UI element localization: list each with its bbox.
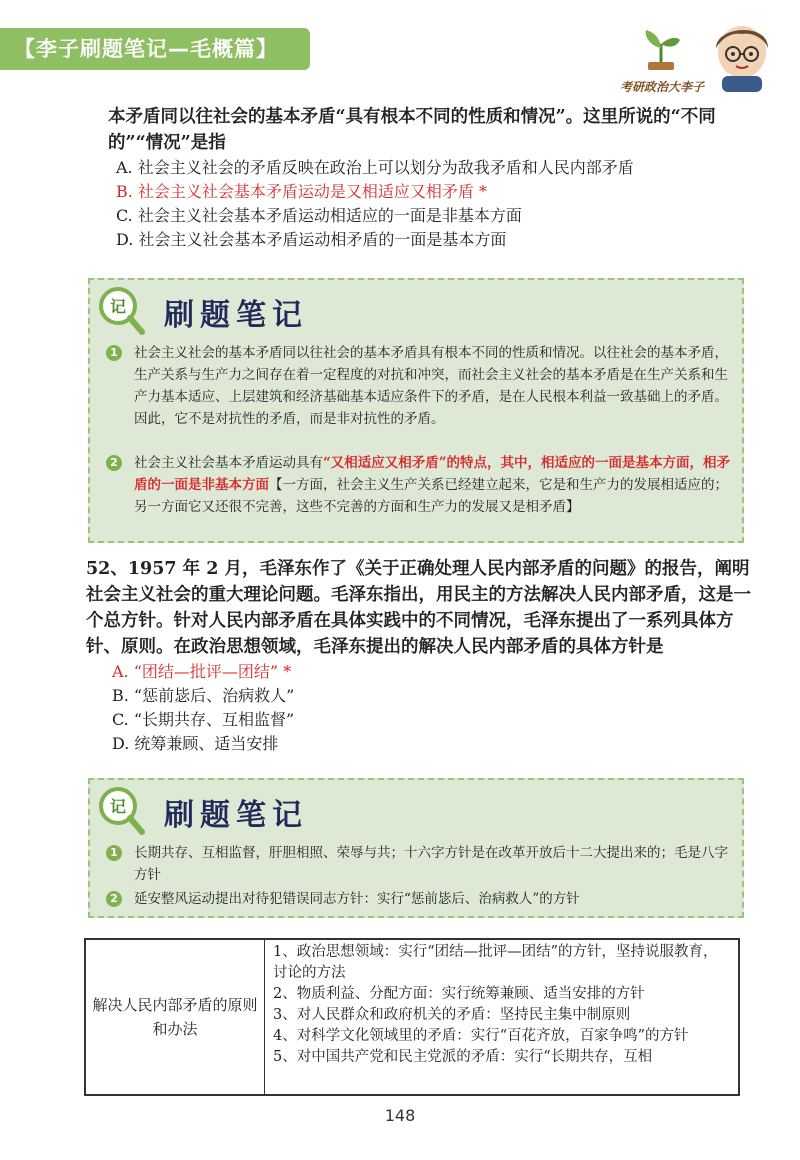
logo-text: 考研政治大李子 (619, 80, 704, 94)
note-magnifier-icon (96, 784, 146, 836)
number-badge: 1 (106, 345, 122, 361)
option-d: D. 统筹兼顾、适当安排 (112, 734, 279, 753)
option-a-correct: A. “团结—批评—团结” * (112, 662, 292, 681)
note-item-2 (110, 888, 732, 910)
table-content-cell (265, 939, 740, 1095)
cartoon-avatar-icon (708, 18, 776, 92)
note-item-text: 延安整风运动提出对待犯错误同志方针：实行“惩前毖后、治病救人”的方针 (134, 891, 580, 907)
note-box-2 (88, 778, 744, 918)
option-a: A. 社会主义社会的矛盾反映在政治上可以划分为敌我矛盾和人民内部矛盾 (116, 158, 634, 177)
number-badge: 2 (106, 455, 122, 471)
page-number: 148 (384, 1106, 416, 1125)
table-line: 4、对科学文化领域里的矛盾：实行“百花齐放，百家争鸣”的方针 (273, 1028, 689, 1044)
question-stem: 52、1957 年 2 月，毛泽东作了《关于正确处理人民内部矛盾的问题》的报告，阐明社会主义社会的重大理论问题。毛泽东指出，用民主的方法解决人民内部矛盾，这是一个总方针。针对人民内部矛盾在具体实践中的不同情况，毛泽东提出了一系列具体方针、原则。在政治思想领域，毛泽东提出的解决人民内部矛盾的具体方针是 (86, 559, 751, 657)
table-label: 解决人民内部矛盾的原则和办法 (92, 996, 258, 1038)
table-line: 5、对中国共产党和民主党派的矛盾：实行“长期共存，互相 (273, 1049, 653, 1065)
table-line: 3、对人民群众和政府机关的矛盾：坚持民主集中制原则 (273, 1007, 631, 1023)
note-item-1 (110, 842, 732, 886)
option-b: B. “惩前毖后、治病救人” (112, 686, 295, 705)
header-banner (0, 28, 310, 70)
svg-text:记: 记 (109, 797, 127, 816)
note-box-1 (88, 278, 744, 543)
sprout-logo-icon (636, 24, 686, 74)
question-51 (108, 104, 758, 252)
note-item-text: 长期共存、互相监督，肝胆相照、荣辱与共；十六字方针是在改革开放后十二大提出来的；毛是八字方针 (134, 845, 728, 883)
table-label-cell (85, 939, 265, 1095)
note-item-highlight: “又相适应又相矛盾”的特点，其中，相适应的一面是基本方面，相矛盾的一面是非基本方面 (134, 455, 731, 493)
note-item-prefix: 社会主义社会基本矛盾运动具有 (134, 455, 323, 471)
table-line: 1、政治思想领域：实行“团结—批评—团结”的方针，坚持说服教育，讨论的方法 (273, 944, 718, 981)
note-magnifier-icon (96, 284, 146, 336)
option-b-correct: B. 社会主义社会基本矛盾运动是又相适应又相矛盾 * (116, 182, 488, 201)
table-row (85, 939, 739, 1095)
svg-text:记: 记 (109, 297, 127, 316)
note-item-2 (110, 452, 732, 518)
number-badge: 2 (106, 891, 122, 907)
question-stem: 本矛盾同以往社会的基本矛盾“具有根本不同的性质和情况”。这里所说的“不同的”“情况”是指 (108, 107, 716, 153)
note-item-text: 社会主义社会的基本矛盾同以往社会的基本矛盾具有根本不同的性质和情况。以往社会的基本矛盾，生产关系与生产力之间存在着一定程度的对抗和冲突，而社会主义社会的基本矛盾是在生产关系和生产力基本适应、上层建筑和经济基础基本适应条件下的矛盾，是在人民根本利益一致基础上的矛盾。因此，它不是对抗性的矛盾，而是非对抗性的矛盾。 (134, 345, 728, 427)
table-line: 2、物质利益、分配方面：实行统筹兼顾、适当安排的方针 (273, 986, 645, 1002)
option-c: C. 社会主义社会基本矛盾运动相适应的一面是非基本方面 (116, 206, 522, 225)
question-52 (86, 556, 758, 756)
summary-table (84, 938, 740, 1096)
option-d: D. 社会主义社会基本矛盾运动相矛盾的一面是基本方面 (116, 230, 507, 249)
option-c: C. “长期共存、互相监督” (112, 710, 295, 729)
note-item-1 (110, 342, 732, 430)
header-title: 【李子刷题笔记—毛概篇】 (14, 37, 278, 61)
number-badge: 1 (106, 845, 122, 861)
note-item-suffix: 【一方面，社会主义生产关系已经建立起来，它是和生产力的发展相适应的；另一方面它又还很不完善，这些不完善的方面和生产力的发展又是相矛盾】 (134, 477, 728, 515)
note-title: 刷题笔记 (164, 798, 308, 833)
note-title: 刷题笔记 (164, 298, 308, 333)
